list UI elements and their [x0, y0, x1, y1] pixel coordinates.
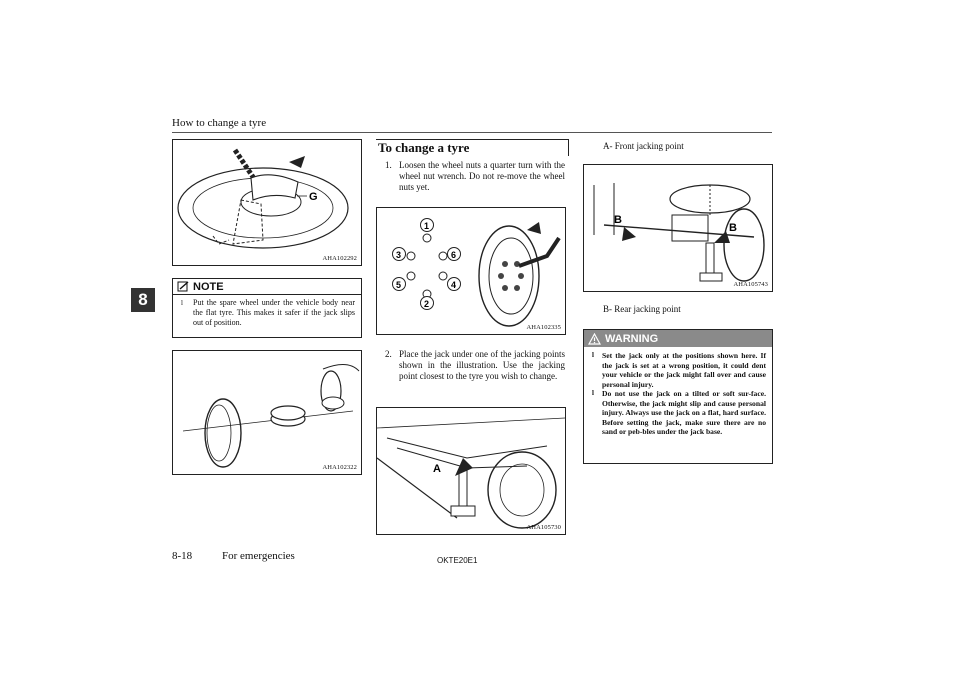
warning-title: WARNING: [605, 332, 659, 345]
fig-label-b-left: B: [614, 214, 622, 226]
warning-text: Do not use the jack on a tilted or soft sur-face. Otherwise, the jack might slip and cause personal injury. Always use the jack on a flat, hard surface. Before setting the jack, make sure there are no sand or peb-bles under the jack base.: [602, 389, 766, 436]
figure-wheel-nuts: [376, 207, 566, 335]
warning-item: [584, 351, 772, 389]
step-number: 2.: [385, 349, 392, 359]
warning-triangle-icon: [588, 333, 601, 345]
wheel-nut-order-illustration: [377, 208, 565, 334]
step-text: Place the jack under one of the jacking points shown in the illustration. Use the jacking point closest to the tyre you wish to change.: [399, 349, 565, 381]
footer-page-number: 8-18: [172, 550, 193, 562]
fig-label-b-right: B: [729, 222, 737, 234]
nut-number-3: 3: [396, 250, 402, 260]
figure-front-jacking-point: [376, 407, 566, 535]
figure-code: AHA102322: [322, 464, 357, 471]
note-bullet: l: [181, 299, 183, 307]
warning-text: Set the jack only at the positions shown here. If the jack is set at a wrong position, it could dent your vehicle or the jack might fall over and cause personal injury.: [602, 351, 766, 389]
spare-chain-illustration: [173, 140, 361, 265]
warning-bullet: l: [592, 351, 594, 359]
warning-bullet: l: [592, 389, 594, 397]
warning-item: [584, 389, 772, 437]
figure-code: AHA102335: [526, 324, 561, 331]
step-2: [385, 349, 565, 382]
caption-front-jacking: A- Front jacking point: [603, 141, 684, 151]
step-number: 1.: [385, 160, 392, 170]
figure-code: AHA105743: [733, 281, 768, 288]
header-rule: [172, 132, 772, 133]
note-box: [172, 278, 362, 338]
footer-code: OKTE20E1: [437, 556, 478, 565]
footer-section: For emergencies: [222, 550, 295, 562]
note-text: Put the spare wheel under the vehicle body near the flat tyre. This makes it safer if the jack slips out of position.: [193, 298, 355, 327]
nut-number-4: 4: [451, 280, 457, 290]
note-header: [173, 279, 361, 295]
spare-under-body-illustration: [173, 351, 361, 474]
figure-spare-under-body: [172, 350, 362, 475]
note-icon: [177, 281, 190, 292]
note-body: [173, 295, 361, 328]
front-jacking-illustration: [377, 408, 565, 534]
nut-number-2: 2: [424, 299, 430, 309]
nut-number-5: 5: [396, 280, 402, 290]
section-title: To change a tyre: [376, 139, 569, 156]
rear-jacking-illustration: [584, 165, 772, 291]
step-text: Loosen the wheel nuts a quarter turn with the wheel nut wrench. Do not re-move the wheel nuts yet.: [399, 160, 565, 192]
warning-box: [583, 329, 773, 464]
chapter-tab: 8: [131, 288, 155, 312]
header-title: How to change a tyre: [172, 117, 267, 129]
warning-header: [584, 330, 772, 347]
fig-label-g: G: [309, 191, 318, 203]
step-1: [385, 160, 565, 193]
figure-spare-chain: [172, 139, 362, 266]
figure-code: AHA105730: [526, 524, 561, 531]
note-title: NOTE: [193, 280, 224, 293]
figure-code: AHA102292: [322, 255, 357, 262]
nut-number-6: 6: [451, 250, 457, 260]
nut-number-1: 1: [424, 221, 430, 231]
figure-rear-jacking-point: [583, 164, 773, 292]
caption-rear-jacking: B- Rear jacking point: [603, 304, 681, 314]
fig-label-a: A: [433, 463, 441, 475]
